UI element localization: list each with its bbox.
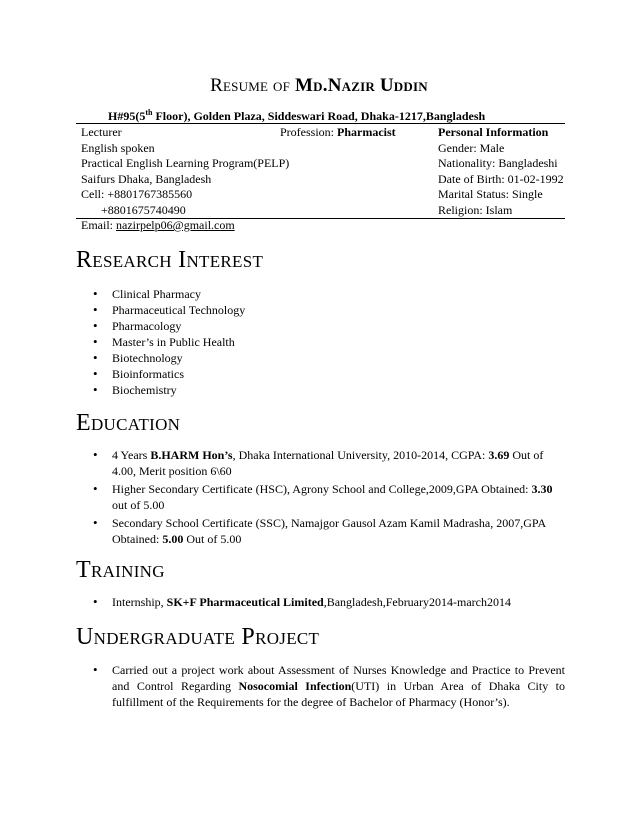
list-item: • Biotechnology — [93, 350, 245, 366]
list-item: • Internship, SK+F Pharmaceutical Limited,Bangladesh,February2014-march2014 — [93, 594, 565, 610]
date-of-birth: Date of Birth: 01-02-1992 — [438, 171, 564, 186]
email-link[interactable]: nazirpelp06@gmail.com — [116, 218, 235, 232]
job-detail: English spoken — [81, 140, 155, 155]
religion: Religion: Islam — [438, 202, 513, 217]
profession-column — [280, 125, 396, 141]
header-bottom-rule — [76, 218, 565, 219]
email-label: Email: — [81, 218, 116, 232]
list-item: • Biochemistry — [93, 382, 245, 398]
cell-phone-2: +8801675740490 — [101, 202, 186, 217]
list-item: • Secondary School Certificate (SSC), Namajgor Gausol Azam Kamil Madrasha, 2007,GPA Obtained: 5.00 Out of 5.00 — [93, 515, 565, 547]
list-item: • Master’s in Public Health — [93, 334, 245, 350]
profession-label: Profession: — [280, 125, 337, 139]
list-item: • Bioinformatics — [93, 366, 245, 382]
list-item: • Higher Secondary Certificate (HSC), Agrony School and College,2009,GPA Obtained: 3.30 out of 5.00 — [93, 481, 565, 513]
list-item: • Pharmaceutical Technology — [93, 302, 245, 318]
research-list — [93, 286, 245, 398]
title-name: Md.Nazir Uddin — [295, 75, 428, 96]
personal-info-column — [438, 125, 564, 218]
research-heading: Research Interest — [76, 247, 264, 273]
address-part1: H#95(5 — [108, 109, 146, 123]
project-list — [93, 662, 565, 710]
resume-title — [0, 75, 638, 97]
employer-location: Saifurs Dhaka, Bangladesh — [81, 171, 212, 186]
email-row — [81, 218, 289, 234]
personal-info-heading: Personal Information — [438, 125, 549, 139]
address-sup: th — [145, 108, 153, 117]
title-prefix: Resume of — [210, 75, 291, 96]
training-list — [93, 594, 565, 610]
education-heading: Education — [76, 410, 181, 436]
profession-value: Pharmacist — [337, 125, 396, 139]
address-part2: Floor), Golden Plaza, Siddeswari Road, Dhaka-1217,Bangladesh — [152, 109, 486, 123]
list-item: • Pharmacology — [93, 318, 245, 334]
job-title: Lecturer — [81, 125, 122, 139]
address-line — [108, 108, 485, 124]
list-item: • Clinical Pharmacy — [93, 286, 245, 302]
training-heading: Training — [76, 557, 165, 583]
list-item: • Carried out a project work about Assessment of Nurses Knowledge and Practice to Prevent and Control Regarding Nosocomial Infection(UTI) in Urban Area of Dhaka City to fulfillment of the Requirements for the degree of Bachelor of Pharmacy (Honor’s). — [93, 662, 565, 710]
education-list — [93, 447, 565, 549]
marital-status: Marital Status: Single — [438, 187, 543, 201]
project-heading: Undergraduate Project — [76, 624, 320, 650]
header-top-rule — [76, 123, 565, 124]
employer: Practical English Learning Program(PELP) — [81, 156, 290, 170]
gender: Gender: Male — [438, 140, 505, 155]
cell-phone-1: Cell: +8801767385560 — [81, 187, 193, 201]
list-item: • 4 Years B.HARM Hon’s, Dhaka International University, 2010-2014, CGPA: 3.69 Out of 4.00, Merit position 6\60 — [93, 447, 565, 479]
nationality: Nationality: Bangladeshi — [438, 156, 558, 170]
